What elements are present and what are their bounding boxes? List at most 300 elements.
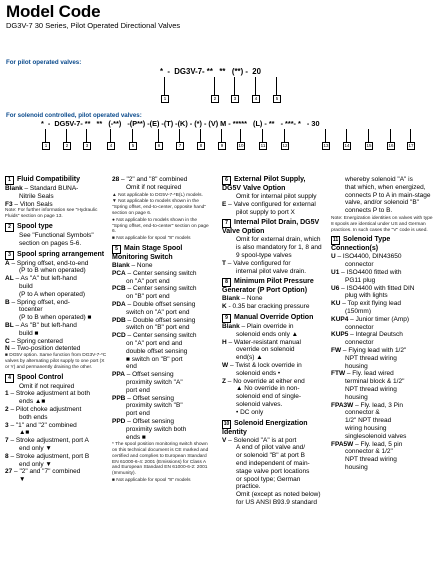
option-desc: Omit if not required <box>19 382 75 390</box>
option-desc: – As "A" but left-hand <box>15 275 77 283</box>
section-heading <box>5 176 108 185</box>
option-line <box>331 269 435 277</box>
option-desc: – Integral Deutsch <box>350 331 403 339</box>
option-desc: (150mm) <box>345 307 372 315</box>
callout-line <box>325 129 326 142</box>
option-code: 7 <box>5 437 9 445</box>
option-desc: NPT thread wiring <box>345 385 397 393</box>
option-line <box>5 383 108 391</box>
callout-number-box: 12 <box>282 143 288 148</box>
code-section <box>5 374 108 484</box>
option-line <box>331 456 435 464</box>
option-code: 2 <box>5 405 9 413</box>
option-code: 8 <box>5 452 9 460</box>
column-1 <box>5 176 108 487</box>
option-desc: – ISO4400 fitted with <box>341 268 402 276</box>
option-code: PPD <box>112 417 126 425</box>
option-desc: A end of pilot valve and/ <box>236 444 306 452</box>
option-desc: solenoid end of single- <box>236 393 302 401</box>
callout-number-box: 3 <box>231 95 239 103</box>
option-line <box>222 499 326 507</box>
option-desc: – Offset sensing <box>126 371 174 379</box>
option-line <box>112 418 212 426</box>
option-desc: both ends <box>19 413 48 421</box>
option-line <box>222 236 326 244</box>
option-desc: – "1" and "2" combined <box>10 421 77 429</box>
option-line <box>222 452 326 460</box>
option-line <box>331 176 435 184</box>
callout-number-box: 7 <box>176 142 184 150</box>
option-line <box>222 378 326 386</box>
option-code: Blank <box>5 185 23 192</box>
code-section <box>112 245 212 484</box>
option-desc: that which, when energized, <box>345 183 426 191</box>
option-desc: end only ▼ <box>19 460 52 468</box>
option-desc: – Two-position detented <box>11 345 81 353</box>
option-code: E <box>222 200 227 208</box>
callout-line <box>390 129 391 142</box>
option-desc: practice. <box>236 483 261 491</box>
section-title: Spool type <box>17 222 53 230</box>
section-title: External Pilot Supply, DG5V Valve Option <box>222 176 306 192</box>
option-code: H <box>222 338 227 346</box>
section-heading <box>5 374 108 383</box>
callout-number-box: 3 <box>83 142 91 150</box>
callout-line <box>200 129 201 142</box>
code-section <box>222 278 326 311</box>
option-line <box>5 299 108 307</box>
section-number: 11 <box>332 237 339 244</box>
option-line <box>331 425 435 433</box>
section-number: 6 <box>222 176 231 185</box>
option-line <box>222 193 326 201</box>
section-note: ■ DG5V option. Same function from DG3V-7-*C valves by alternating pilot supply to one port (X or Y) and permanently draining the other. <box>5 353 107 370</box>
option-line <box>222 268 326 276</box>
callout-line <box>346 129 347 142</box>
section-title: Spool Control <box>17 373 64 381</box>
option-desc: plug with lights <box>345 292 388 300</box>
column-3 <box>222 176 326 510</box>
option-line <box>112 270 212 278</box>
option-desc: tocenter <box>19 306 43 314</box>
option-line <box>112 176 212 184</box>
option-desc: pilot supply to port X <box>236 208 295 216</box>
option-line <box>112 332 212 340</box>
option-code: PDB <box>112 316 126 324</box>
option-desc: Omit for external drain, which <box>236 236 321 244</box>
option-line <box>112 278 212 286</box>
section-note: ▲ Not applicable to DG5V-7-*B(L) models. <box>112 192 203 198</box>
option-desc: double offset sensing <box>126 347 188 355</box>
option-line <box>222 491 326 499</box>
option-desc: on "A" port end and <box>126 339 183 347</box>
option-desc: – Double offset sensing <box>127 300 196 308</box>
option-desc: connector & 1/2" <box>345 448 393 456</box>
option-desc: terminal block & 1/2" <box>345 378 405 386</box>
option-desc: – ISO4400 with fitted DIN <box>341 284 415 292</box>
option-code: KUP4 <box>331 315 349 323</box>
option-desc: – As "B" but left-hand <box>15 321 77 329</box>
code-section <box>5 176 108 220</box>
section-title: Spool spring arrangement <box>17 250 105 258</box>
section-number: 7 <box>222 219 231 228</box>
callout-line <box>179 129 180 142</box>
option-line <box>5 398 108 406</box>
option-line <box>331 285 435 293</box>
option-line <box>331 308 435 316</box>
section-title: Manual Override Option <box>234 313 314 321</box>
option-line <box>331 292 435 300</box>
option-line <box>112 410 212 418</box>
section-heading <box>222 314 326 323</box>
callout-number-box: 17 <box>408 143 414 148</box>
option-line <box>222 323 326 331</box>
option-code: A <box>5 259 10 267</box>
option-desc: – "2" and "7" combined <box>14 468 81 476</box>
option-line <box>331 448 435 456</box>
option-line <box>112 395 212 403</box>
option-line <box>331 253 435 261</box>
callout-line <box>110 129 111 142</box>
option-desc: proximity switch "A" <box>126 378 183 386</box>
option-desc: (P to A when operated) <box>19 290 86 298</box>
code-section <box>5 223 108 248</box>
option-desc: ▲ No override in non- <box>236 385 300 393</box>
code-section <box>222 176 326 216</box>
option-line <box>222 444 326 452</box>
option-desc: – Valve configured for <box>227 259 291 267</box>
callout-number-box: 16 <box>388 143 394 148</box>
option-line <box>5 322 108 330</box>
option-desc: – Valve configured for external <box>228 200 316 208</box>
option-line <box>222 354 326 362</box>
option-desc: – Solenoid "A" is at port <box>228 436 297 444</box>
option-desc: solenoid valves. <box>236 400 283 408</box>
section-heading <box>112 245 212 262</box>
option-desc: – Standard BUNA- <box>24 185 79 192</box>
option-desc: – Spring offset, end-to-end <box>11 259 89 267</box>
section-heading <box>5 223 108 232</box>
option-line <box>331 433 435 441</box>
section-number: 3 <box>5 251 14 260</box>
option-desc: port end <box>126 386 150 394</box>
callout-line <box>234 77 235 95</box>
option-code: F3 <box>5 200 13 208</box>
option-line <box>222 460 326 468</box>
option-line <box>331 409 435 417</box>
option-desc: ends ■ <box>126 433 146 441</box>
option-line <box>5 240 108 248</box>
option-line <box>331 199 435 207</box>
option-desc: – Spring centered <box>11 337 63 345</box>
option-line <box>331 370 435 378</box>
code-section <box>331 176 435 233</box>
callout-number-box: 9 <box>218 142 226 150</box>
option-desc: – Offset sensing <box>127 417 175 425</box>
option-desc: – Plain override in <box>241 322 294 330</box>
code-section <box>5 251 108 371</box>
option-line <box>331 417 435 425</box>
option-code: KU <box>331 300 341 308</box>
option-line <box>112 293 212 301</box>
callout-number-box: 1 <box>42 142 50 150</box>
option-desc: (P to B when operated) <box>19 267 86 275</box>
callout-line <box>45 129 46 142</box>
option-desc: connector <box>345 261 374 269</box>
option-line <box>5 476 108 484</box>
option-desc: 9 spool-type valves <box>236 251 292 259</box>
callout-line <box>368 129 369 142</box>
option-line <box>112 387 212 395</box>
option-line <box>5 437 108 445</box>
callout-number-box: 13 <box>323 143 329 148</box>
option-code: U <box>331 253 336 261</box>
option-line <box>331 192 435 200</box>
column-4 <box>331 176 435 475</box>
option-line <box>112 309 212 317</box>
section-number: 8 <box>222 278 231 287</box>
callout-line <box>284 129 285 142</box>
callout-number-box: 5 <box>129 142 137 150</box>
option-line <box>5 414 108 422</box>
option-line <box>331 355 435 363</box>
option-desc: – Fly. lead, 3 Pin <box>355 401 404 409</box>
option-line <box>5 461 108 469</box>
option-line <box>5 306 108 314</box>
option-line <box>222 260 326 268</box>
option-desc: solenoid ends • <box>236 369 281 377</box>
option-desc: • DC only <box>236 408 264 416</box>
code-section <box>222 420 326 507</box>
option-desc: valve, and/or solenoid "B" <box>345 199 419 207</box>
section-note: Note: Energization identities on valves with type 8 spools are identical under US and German practices. In such cases the "V" code is used. <box>331 215 433 233</box>
pilot-operated-code: * - DG3V-7- ** ** (**) - 20 <box>160 67 261 76</box>
option-desc: is also mandatory for 1, 8 and <box>236 244 322 252</box>
pilot-operated-label: For pilot operated valves: <box>6 59 82 66</box>
option-code: Blank <box>222 295 240 303</box>
callout-line <box>164 77 165 95</box>
section-number: 5 <box>112 245 121 254</box>
option-desc: singlesolenoid valves <box>345 432 407 440</box>
option-line <box>5 422 108 430</box>
callout-number-box: 6 <box>155 142 163 150</box>
code-section <box>222 219 326 275</box>
option-code: FPA5W <box>331 440 354 448</box>
option-desc: – Flying lead with 1/2" <box>342 346 407 354</box>
option-code: K <box>222 303 227 311</box>
option-code: 28 <box>112 176 120 183</box>
option-line <box>222 401 326 409</box>
option-line <box>222 476 326 484</box>
option-line <box>112 184 212 192</box>
option-code: U6 <box>331 284 340 292</box>
option-desc: – Center sensing switch <box>127 269 197 277</box>
option-code: 1 <box>5 390 9 398</box>
option-desc: – Center sensing switch <box>127 332 197 340</box>
option-line <box>222 409 326 417</box>
option-code: PCB <box>112 285 126 293</box>
option-desc: for US ANSI B93.9 standard <box>236 498 317 506</box>
option-desc: build <box>19 282 33 290</box>
option-line <box>222 362 326 370</box>
option-line <box>5 406 108 414</box>
option-line <box>331 316 435 324</box>
callout-line <box>240 129 241 142</box>
option-desc: switch on "B" port end <box>126 324 190 332</box>
section-note: ▼ Not applicable to models shown in the "Spring offset, end-to-center, opposite hand" section on page 6. <box>112 199 206 216</box>
option-line <box>222 346 326 354</box>
option-desc: NPT thread wiring <box>345 456 397 464</box>
option-line <box>5 330 108 338</box>
option-line <box>112 356 212 364</box>
option-line <box>331 464 435 472</box>
option-line <box>5 338 108 346</box>
option-desc: override on solenoid <box>236 346 295 354</box>
section-heading <box>222 176 326 193</box>
option-code: C <box>5 337 10 345</box>
option-line <box>112 317 212 325</box>
option-desc: connector & <box>345 409 380 417</box>
option-code: PCD <box>112 332 126 340</box>
option-code: PPB <box>112 394 126 402</box>
code-section <box>222 314 326 417</box>
section-note: ■ Not applicable for spool "8" models <box>112 478 191 484</box>
option-line <box>5 232 108 240</box>
callout-number-box: 15 <box>366 143 372 148</box>
option-desc: - 0.35 bar cracking pressure <box>228 303 310 311</box>
callout-line <box>262 129 263 142</box>
option-desc: – Center sensing switch <box>127 285 197 293</box>
option-desc: internal pilot valve drain. <box>236 267 307 275</box>
option-line <box>222 483 326 491</box>
section-title: Internal Pilot Drain, DG5V Valve Option <box>222 219 320 236</box>
option-desc: ▼ <box>19 476 26 484</box>
option-line <box>222 244 326 252</box>
option-line <box>5 193 108 201</box>
option-line <box>5 445 108 453</box>
option-desc: solenoid ends only ▲ <box>236 330 299 338</box>
option-desc: – Double offset sensing <box>127 316 196 324</box>
option-desc: or spool type; German <box>236 475 301 483</box>
option-desc: housing <box>345 463 368 471</box>
section-number: 1 <box>5 176 14 185</box>
callout-line <box>276 77 277 95</box>
option-desc: Omit (except as noted below) <box>236 491 321 499</box>
option-desc: – No override at either end <box>227 377 305 385</box>
option-line <box>5 260 108 268</box>
option-code: BL <box>5 321 14 329</box>
option-line <box>112 371 212 379</box>
option-line <box>112 348 212 356</box>
option-code: B <box>5 298 10 306</box>
callout-line <box>66 129 67 142</box>
option-desc: – None <box>241 295 263 303</box>
option-line <box>331 402 435 410</box>
option-desc: end(s) ▲ <box>236 354 263 362</box>
option-desc: See "Functional Symbols" <box>19 231 94 239</box>
option-code: 27 <box>5 468 13 476</box>
option-line <box>5 283 108 291</box>
option-code: T <box>222 259 226 267</box>
option-line <box>112 301 212 309</box>
option-desc: section on pages 5-6. <box>19 239 82 247</box>
option-line <box>331 339 435 347</box>
option-desc: switch on "A" port end <box>126 308 190 316</box>
option-code: FPA3W <box>331 401 354 409</box>
callout-line <box>410 129 411 142</box>
option-desc: – Fly. lead, 5 pin <box>355 440 403 448</box>
page-title: Model Code <box>6 2 101 21</box>
option-line <box>331 386 435 394</box>
callout-number-box: 4 <box>252 95 260 103</box>
section-heading <box>222 420 326 437</box>
option-line <box>331 324 435 332</box>
option-desc: – Offset sensing <box>127 394 175 402</box>
option-desc: ▲■ <box>19 429 30 437</box>
option-line <box>222 303 326 311</box>
option-desc: NPT thread wiring <box>345 354 397 362</box>
callout-number-box: 5 <box>273 95 281 103</box>
section-note: ● Not applicable to models shown in the "Spring offset, end-to-center" section on page 6. <box>112 217 209 235</box>
option-line <box>5 390 108 398</box>
callout-number-box: 2 <box>211 95 219 103</box>
option-line <box>5 314 108 322</box>
callout-number-box: 10 <box>238 143 244 148</box>
code-section <box>331 236 435 471</box>
option-desc: – "2" and "8" combined <box>121 176 188 183</box>
option-desc: connects P to A in main-stage <box>345 191 431 199</box>
option-line <box>222 295 326 303</box>
option-line <box>331 363 435 371</box>
option-desc: – Fly. lead wired <box>346 370 394 378</box>
section-number: 10 <box>223 420 230 427</box>
option-line <box>331 184 435 192</box>
callout-line <box>255 77 256 95</box>
option-line <box>331 394 435 402</box>
section-heading <box>331 236 435 253</box>
option-line <box>222 252 326 260</box>
callout-line <box>86 129 87 142</box>
option-line <box>222 468 326 476</box>
option-line <box>331 378 435 386</box>
option-desc: on "B" port end <box>126 293 170 301</box>
callout-line <box>221 129 222 142</box>
option-code: PDA <box>112 300 126 308</box>
option-line <box>331 441 435 449</box>
option-desc: connector <box>345 323 374 331</box>
column-2 <box>112 176 212 487</box>
option-desc: (P to B when operated) ■ <box>19 314 92 322</box>
option-desc: – Top exit flying lead <box>342 300 401 308</box>
option-code: Blank <box>112 261 130 269</box>
option-line <box>331 207 435 215</box>
option-desc: end <box>126 363 137 371</box>
callout-line <box>214 77 215 95</box>
option-line <box>222 331 326 339</box>
option-code: FTW <box>331 370 346 378</box>
callout-line <box>158 129 159 142</box>
option-desc: Omit for internal pilot supply <box>236 193 317 200</box>
callout-line <box>132 129 133 142</box>
option-line <box>112 262 212 270</box>
option-line <box>5 275 108 283</box>
solenoid-controlled-label: For solenoid controlled, pilot operated valves: <box>6 112 142 119</box>
option-code: N <box>5 345 10 353</box>
option-desc: stage valve port locations <box>236 467 310 475</box>
option-desc: – None <box>131 261 153 269</box>
option-desc: Nitrile Seals <box>19 192 54 200</box>
option-desc: connector <box>345 339 374 347</box>
